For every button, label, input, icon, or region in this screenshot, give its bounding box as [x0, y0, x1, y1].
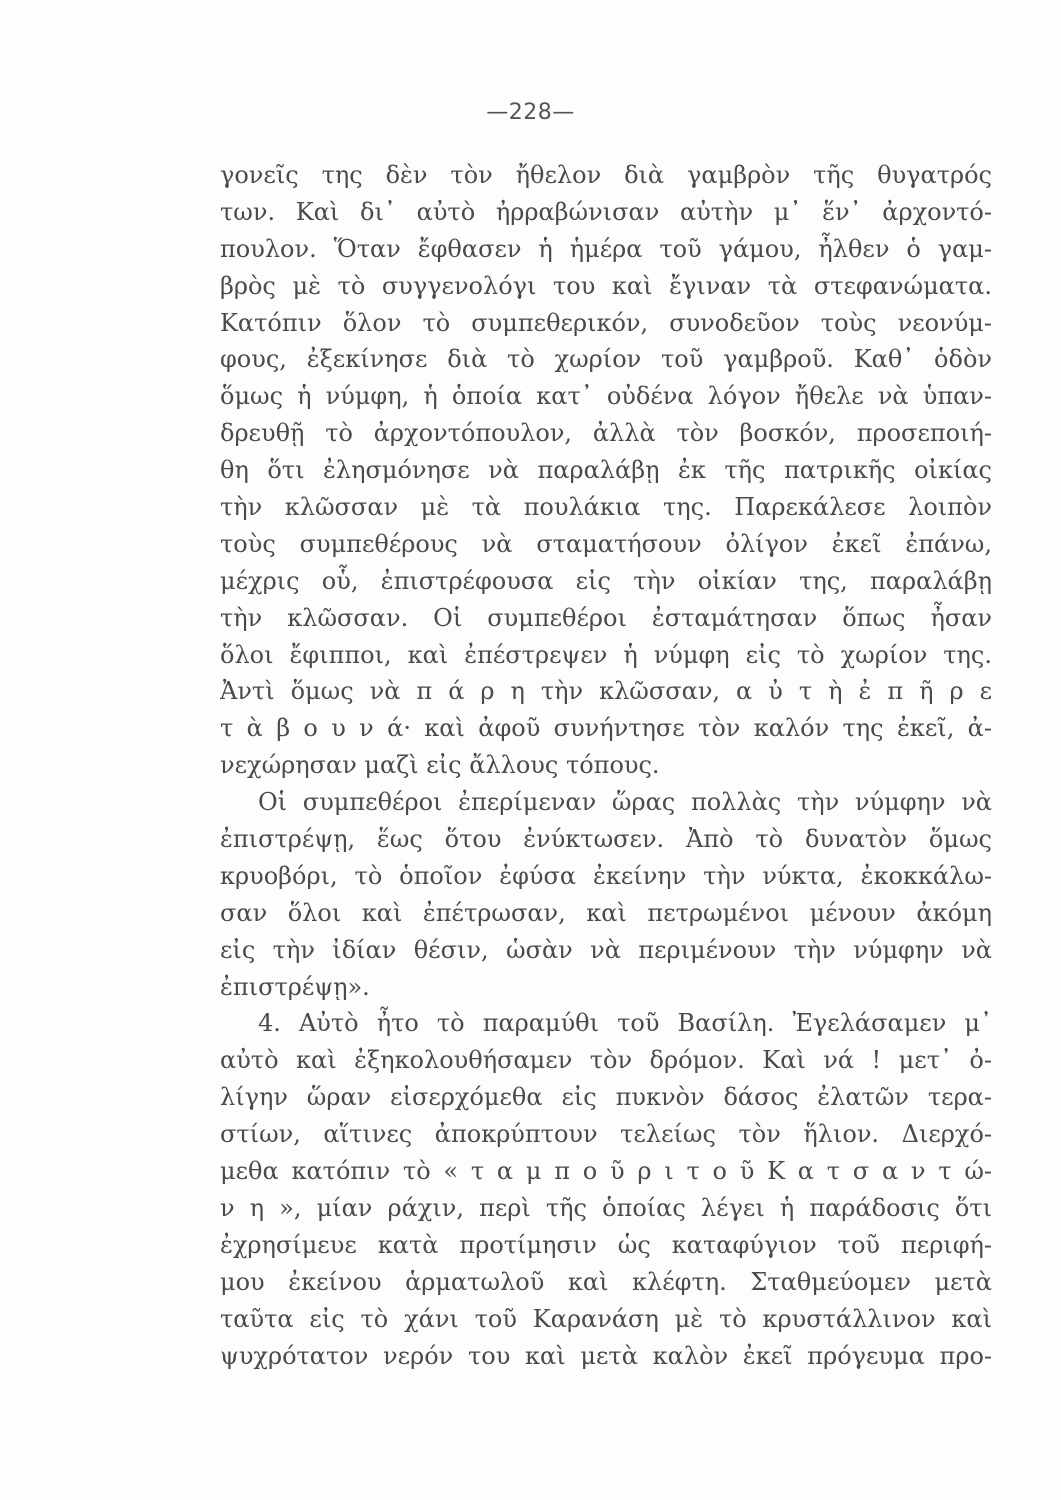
text-line: δρευθῇ τὸ ἀρχοντόπουλον, ἀλλὰ τὸν βοσκόν, προσεποιή- — [220, 419, 992, 448]
page-body-text — [220, 157, 992, 1374]
text-line: πουλον. Ὅταν ἔφθασεν ἡ ἡμέρα τοῦ γάμου, ἦλθεν ὁ γαμ- — [220, 234, 992, 263]
text-line: ἐχρησίμευε κατὰ προτίμησιν ὡς καταφύγιον τοῦ περιφή- — [220, 1230, 992, 1259]
text-line: τὴν κλῶσσαν. Οἱ συμπεθέροι ἐσταμάτησαν ὅπως ἦσαν — [220, 603, 992, 632]
text-line: ὅμως ἡ νύμφη, ἡ ὁποία κατ᾽ οὐδένα λόγον ἤθελε νὰ ὑπαν- — [220, 382, 992, 411]
text-line: τ ὰ β ο υ ν ά· καὶ ἀφοῦ συνήντησε τὸν καλόν της ἐκεῖ, ἀ- — [220, 714, 992, 743]
text-line: Κατόπιν ὅλον τὸ συμπεθερικόν, συνοδεῦον τοὺς νεονύμ- — [220, 308, 992, 337]
text-line: αὐτὸ καὶ ἐξηκολουθήσαμεν τὸν δρόμον. Καὶ νά ! μετ᾽ ὀ- — [220, 1046, 992, 1075]
text-line: σαν ὅλοι καὶ ἐπέτρωσαν, καὶ πετρωμένοι μένουν ἀκόμη — [220, 898, 992, 927]
text-line: ἐπιστρέψῃ, ἕως ὅτου ἐνύκτωσεν. Ἀπὸ τὸ δυνατὸν ὅμως — [220, 825, 992, 854]
text-line: Ἀντὶ ὅμως νὰ π ά ρ η τὴν κλῶσσαν, α ὐ τ ὴ ἐ π ῆ ρ ε — [220, 677, 992, 706]
text-line: λίγην ὥραν εἰσερχόμεθα εἰς πυκνὸν δάσος ἐλατῶν τερα- — [220, 1083, 992, 1112]
text-line: ταῦτα εἰς τὸ χάνι τοῦ Καρανάση μὲ τὸ κρυστάλλινον καὶ — [220, 1304, 992, 1333]
text-line: τοὺς συμπεθέρους νὰ σταματήσουν ὀλίγον ἐκεῖ ἐπάνω, — [220, 529, 992, 558]
text-line: ὅλοι ἔφιπποι, καὶ ἐπέστρεψεν ἡ νύμφη εἰς τὸ χωρίον της. — [220, 640, 992, 669]
text-line: ν η », μίαν ράχιν, περὶ τῆς ὁποίας λέγει ἡ παράδοσις ὅτι — [220, 1193, 992, 1222]
text-line: των. Καὶ δι᾽ αὐτὸ ἠρραβώνισαν αὐτὴν μ᾽ ἕν᾽ ἀρχοντό- — [220, 197, 992, 226]
page-number: —228— — [486, 100, 575, 125]
text-line: γονεῖς της δὲν τὸν ἤθελον διὰ γαμβρὸν τῆς θυγατρός — [220, 161, 992, 189]
text-line: 4. Αὐτὸ ἦτο τὸ παραμύθι τοῦ Βασίλη. Ἐγελάσαμεν μ᾽ — [258, 1009, 992, 1038]
text-line: μεθα κατόπιν τὸ « τ α μ π ο ῦ ρ ι τ ο ῦ Κ α τ σ α ν τ ώ- — [220, 1157, 992, 1186]
text-line: κρυοβόρι, τὸ ὁποῖον ἐφύσα ἐκείνην τὴν νύκτα, ἐκοκκάλω- — [220, 861, 992, 890]
text-line: εἰς τὴν ἰδίαν θέσιν, ὡσὰν νὰ περιμένουν τὴν νύμφην νὰ — [220, 935, 992, 964]
text-line: τὴν κλῶσσαν μὲ τὰ πουλάκια της. Παρεκάλεσε λοιπὸν — [220, 493, 992, 522]
text-line: νεχώρησαν μαζὶ εἰς ἄλλους τόπους. — [220, 751, 660, 780]
text-line: μου ἐκείνου ἁρματωλοῦ καὶ κλέφτη. Σταθμεύομεν μετὰ — [220, 1267, 992, 1296]
text-line: ἐπιστρέψῃ». — [220, 972, 370, 1001]
text-line: ψυχρότατον νερόν του καὶ μετὰ καλὸν ἐκεῖ πρόγευμα προ- — [220, 1341, 992, 1370]
text-line: βρὸς μὲ τὸ συγγενολόγι του καὶ ἔγιναν τὰ στεφανώματα. — [220, 271, 992, 300]
text-line: Οἱ συμπεθέροι ἐπερίμεναν ὥρας πολλὰς τὴν νύμφην νὰ — [258, 788, 992, 817]
text-line: στίων, αἵτινες ἀποκρύπτουν τελείως τὸν ἥλιον. Διερχό- — [220, 1120, 992, 1149]
text-line: μέχρις οὗ, ἐπιστρέφουσα εἰς τὴν οἰκίαν της, παραλάβῃ — [220, 566, 992, 595]
text-line: θη ὅτι ἐλησμόνησε νὰ παραλάβῃ ἐκ τῆς πατρικῆς οἰκίας — [220, 456, 992, 485]
text-line: φους, ἐξεκίνησε διὰ τὸ χωρίον τοῦ γαμβροῦ. Καθ᾽ ὁδὸν — [220, 345, 992, 374]
